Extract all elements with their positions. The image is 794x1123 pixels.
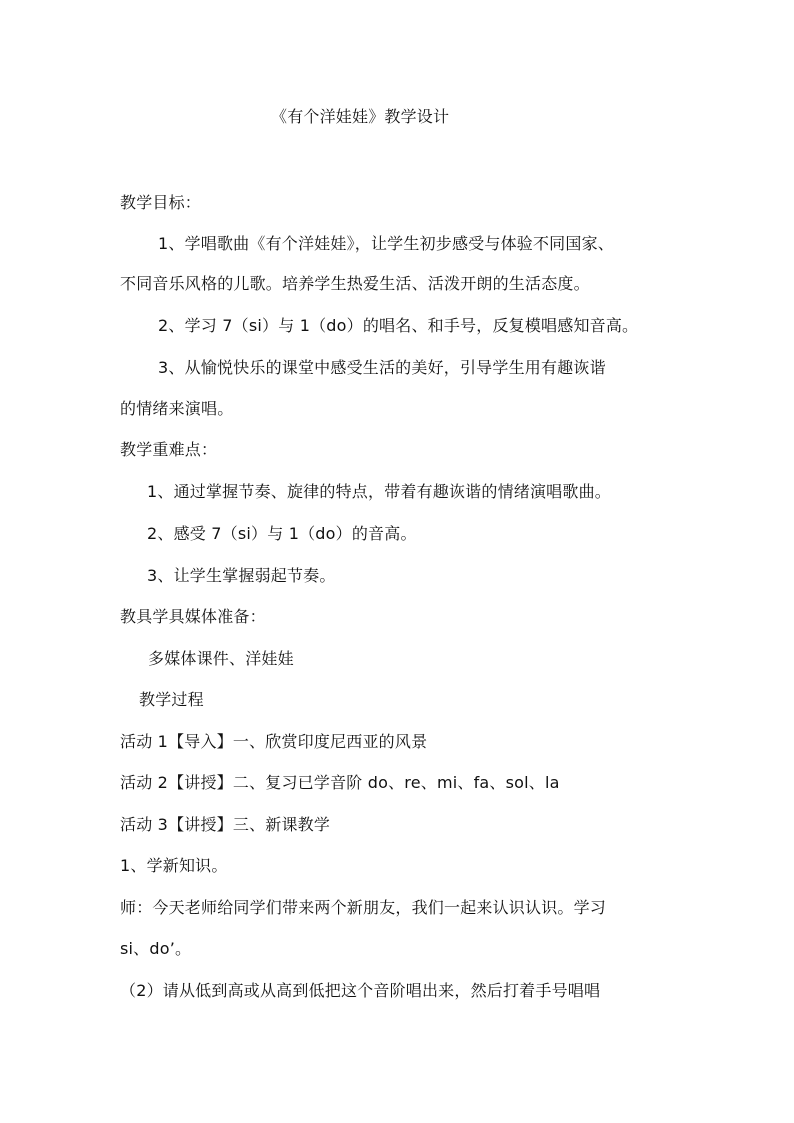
process-heading: 教学过程	[139, 690, 204, 709]
new-knowledge: 1、学新知识。	[120, 856, 228, 875]
document-title: 《有个洋娃娃》教学设计	[271, 107, 450, 126]
key-point-3: 3、让学生掌握弱起节奏。	[147, 566, 336, 585]
activity-1: 活动 1【导入】一、欣赏印度尼西亚的风景	[120, 732, 428, 751]
objective-1-line-2: 不同音乐风格的儿歌。培养学生热爱生活、活泼开朗的生活态度。	[120, 274, 590, 293]
activity-3: 活动 3【讲授】三、新课教学	[120, 815, 331, 834]
objective-3-line-1: 3、从愉悦快乐的课堂中感受生活的美好，引导学生用有趣诙谐	[158, 358, 606, 377]
objectives-heading: 教学目标：	[120, 193, 202, 212]
key-points-heading: 教学重难点：	[120, 440, 218, 459]
key-point-2: 2、感受 7（si）与 1（do）的音高。	[147, 524, 417, 543]
media-items: 多媒体课件、洋娃娃	[148, 649, 294, 668]
step-2: （2）请从低到高或从高到低把这个音阶唱出来，然后打着手号唱唱	[120, 981, 601, 1000]
teacher-line-1: 师：今天老师给同学们带来两个新朋友，我们一起来认识认识。学习	[120, 898, 607, 917]
objective-3-line-2: 的情绪来演唱。	[120, 399, 234, 418]
key-point-1: 1、通过掌握节奏、旋律的特点，带着有趣诙谐的情绪演唱歌曲。	[147, 482, 611, 501]
objective-2: 2、学习 7（si）与 1（do）的唱名、和手号，反复模唱感知音高。	[158, 316, 639, 335]
objective-1-line-1: 1、学唱歌曲《有个洋娃娃》，让学生初步感受与体验不同国家、	[158, 234, 614, 253]
media-heading: 教具学具媒体准备：	[120, 607, 266, 626]
activity-2: 活动 2【讲授】二、复习已学音阶 do、re、mi、fa、sol、la	[120, 773, 560, 792]
teacher-line-2: si、do’。	[120, 939, 192, 958]
